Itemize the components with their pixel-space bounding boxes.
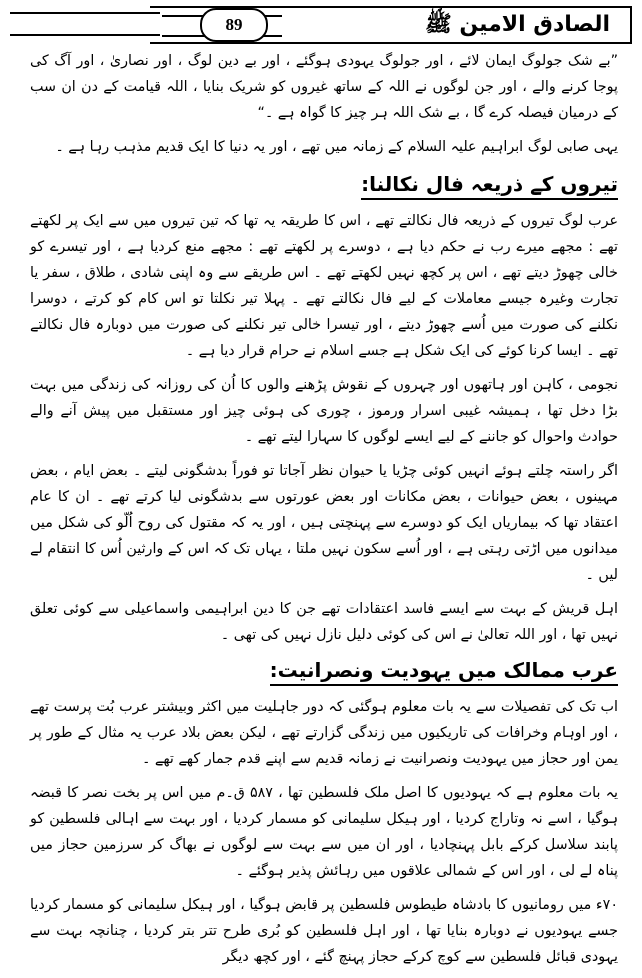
section-heading-wrap [30, 168, 618, 208]
paragraph: یہ بات معلوم ہے کہ یہودیوں کا اصل ملک فلسطین تھا ، ۵۸۷ ق۔م میں اس پر بخت نصر کا قبضہ ہوگیا ، اسے نہ وتاراج کردیا ، اور ہیکل سلیمانی کو مسمار کردیا ، اور بہت سے اہالی فلسطین کو پابند سلاسل کرکے بابل پہنچادیا ، اور ان میں سے بہت سے لوگوں نے بھاگ کر سرزمین حجاز میں پناہ لے لی ، اور اس کے شمالی علاقوں میں رہائش پذیر ہوگئے ۔ [30, 785, 618, 879]
page-body [30, 48, 618, 978]
paragraph: ۷۰ء میں رومانیوں کا بادشاہ طیطوس فلسطین پر قابض ہوگیا ، اور ہیکل سلیمانی کو مسمار کردیا جسے یہودیوں نے دوبارہ بنایا تھا ، اور اہل فلسطین کو بُری طرح تتر بتر کردیا ، چنانچہ بہت سے یہودی قبائل فلسطین سے کوچ کرکے حجاز پہنچ گئے ، اور کچھ دیگر [30, 897, 618, 965]
section-heading: تیروں کے ذریعہ فال نکالنا: [361, 170, 618, 200]
paragraph: اب تک کی تفصیلات سے یہ بات معلوم ہوگئی کہ دور جاہلیت میں اکثر وبیشتر عرب بُت پرست تھے ، اور اوہام وخرافات کی تاریکیوں میں زندگی گزارتے تھے ، لیکن بعض بلاد عرب یہ مثال کے طور پر یمن اور حجاز میں یہودیت ونصرانیت نے زمانہ قدیم سے اپنے قدم جمار کھے تھے ۔ [30, 699, 618, 767]
paragraph: اگر راستہ چلتے ہوئے انہیں کوئی چڑیا یا حیوان نظر آجاتا تو فوراً بدشگونی لیتے ۔ بعض ایام ، بعض مہینوں ، بعض حیوانات ، بعض مکانات اور بعض عورتوں سے بدشگونی لیا کرتے تھے ۔ ان کا عام اعتقاد تھا کہ بیماریاں ایک کو دوسرے سے پہنچتی ہیں ، اور یہ کہ مقتول کی روح اُلّو کی شکل میں میدانوں میں اڑتی رہتی ہے ، اور اُسے سکون نہیں ملتا ، یہاں تک کہ اس کے وارثین اُس کا انتقام لے لیں ۔ [30, 463, 618, 583]
paragraph: یہی صابی لوگ ابراہیم علیہ السلام کے زمانہ میں تھے ، اور یہ دنیا کا ایک قدیم مذہب رہا ہے ۔ [55, 139, 618, 155]
page-header [10, 6, 632, 42]
section-heading: عرب ممالک میں یہودیت ونصرانیت: [270, 656, 618, 686]
quran-translation-paragraph: ”بے شک جولوگ ایمان لائے ، اور جولوگ یہودی ہوگئے ، اور بے دین لوگ ، اور نصاریٰ ، اور آگ کی پوجا کرنے والے ، اور جن لوگوں نے اللہ کے ساتھ غیروں کو شریک بنایا ، اللہ قیامت کے دن ان سب کے درمیان فیصلہ کرے گا ، بے شک اللہ ہر چیز کا گواہ ہے ۔“ [30, 53, 618, 121]
header-ornament [10, 12, 160, 36]
page-number: 89 [200, 8, 268, 42]
paragraph: عرب لوگ تیروں کے ذریعہ فال نکالتے تھے ، اس کا طریقہ یہ تھا کہ تین تیروں میں سے ایک پر لکھتے تھے : مجھے میرے رب نے حکم دیا ہے ، دوسرے پر لکھتے تھے : مجھے منع کردیا ہے ، اور تیسرے کو خالی چھوڑ دیتے تھے ، اس پر کچھ نہیں لکھتے تھے ۔ اس طریقے سے وہ اپنی شادی ، طلاق ، سفر یا تجارت وغیرہ جیسے معاملات کے لیے فال نکالتے تھے ۔ پہلا تیر نکلتا تو اس کام کو کرتے ، دوسرا نکلنے کی صورت میں اُسے چھوڑ دیتے ، اور تیسرا خالی تیر نکلنے کی صورت میں دوبارہ فال نکالتے تھے ۔ ایسا کرنا کوئے کی ایک شکل ہے جسے اسلام نے حرام قرار دیا ہے ۔ [30, 213, 618, 359]
book-title: الصادق الامین ﷺ [425, 12, 610, 37]
section-heading-wrap [30, 656, 618, 694]
paragraph: اہل قریش کے بہت سے ایسے فاسد اعتقادات تھے جن کا دین ابراہیمی واسماعیلی سے کوئی تعلق نہیں تھا ، اور اللہ تعالیٰ نے اس کی کوئی دلیل نازل نہیں کی تھی ۔ [30, 601, 618, 643]
paragraph: نجومی ، کاہن اور ہاتھوں اور چہروں کے نقوش پڑھنے والوں کا اُن کی روزانہ کی زندگی میں بہت بڑا دخل تھا ، ہمیشہ غیبی اسرار ورموز ، چوری کی ہوئی چیز اور مستقبل میں پیش آنے والے حوادث واحوال کو جاننے کے لیے ایسے لوگوں کا سہارا لیتے تھے ۔ [30, 377, 618, 445]
